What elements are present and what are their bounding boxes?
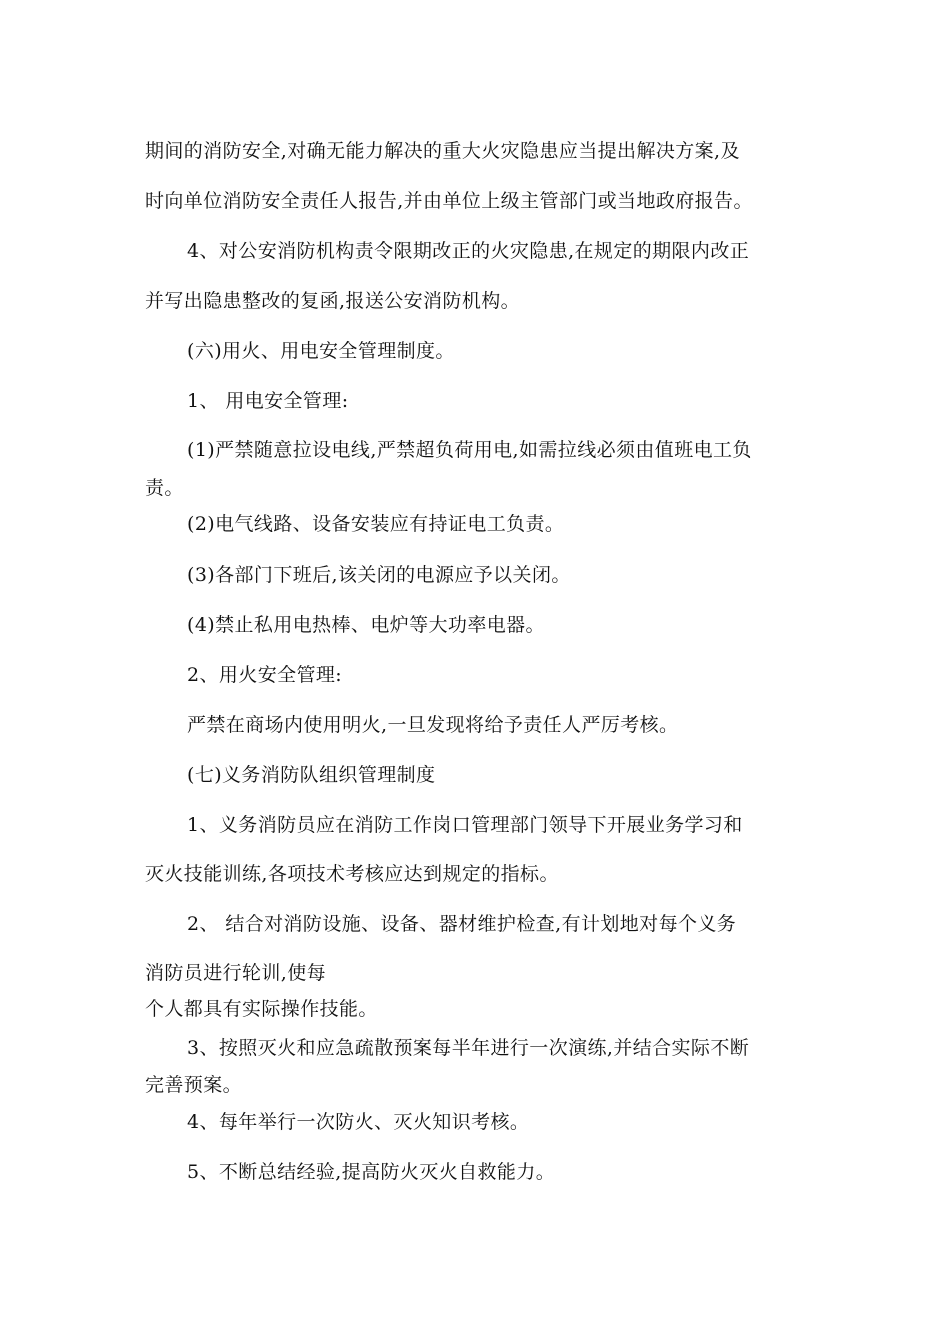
text-line: (4)禁止私用电热棒、电炉等大功率电器。 (187, 614, 545, 636)
text-line: 3、按照灭火和应急疏散预案每半年进行一次演练,并结合实际不断 (187, 1037, 750, 1059)
text-line: 灭火技能训练,各项技术考核应达到规定的指标。 (145, 863, 559, 885)
text-line: 消防员进行轮训,使每 (145, 962, 327, 984)
text-line: 2、 结合对消防设施、设备、器材维护检查,有计划地对每个义务 (187, 913, 737, 935)
text-line: 1、义务消防员应在消防工作岗口管理部门领导下开展业务学习和 (187, 814, 743, 836)
section-heading: (六)用火、用电安全管理制度。 (187, 340, 455, 362)
text-line: 完善预案。 (145, 1074, 243, 1096)
text-line: 并写出隐患整改的复函,报送公安消防机构。 (145, 290, 521, 312)
text-line: 时向单位消防安全责任人报告,并由单位上级主管部门或当地政府报告。 (145, 190, 753, 212)
text-line: (1)严禁随意拉设电线,严禁超负荷用电,如需拉线必须由值班电工负 (187, 439, 752, 461)
section-heading: (七)义务消防队组织管理制度 (187, 764, 436, 786)
text-line: 责。 (145, 477, 184, 499)
text-line: 4、每年举行一次防火、灭火知识考核。 (187, 1111, 530, 1133)
text-line: 严禁在商场内使用明火,一旦发现将给予责任人严厉考核。 (187, 714, 679, 736)
text-line: (2)电气线路、设备安装应有持证电工负责。 (187, 513, 565, 535)
text-line: 2、用火安全管理: (187, 664, 343, 686)
text-line: (3)各部门下班后,该关闭的电源应予以关闭。 (187, 564, 571, 586)
text-line: 个人都具有实际操作技能。 (145, 998, 378, 1020)
text-line: 4、对公安消防机构责令限期改正的火灾隐患,在规定的期限内改正 (187, 240, 750, 262)
text-line: 1、 用电安全管理: (187, 390, 349, 412)
text-line: 期间的消防安全,对确无能力解决的重大火灾隐患应当提出解决方案,及 (145, 140, 740, 162)
text-line: 5、不断总结经验,提高防火灭火自救能力。 (187, 1161, 556, 1183)
